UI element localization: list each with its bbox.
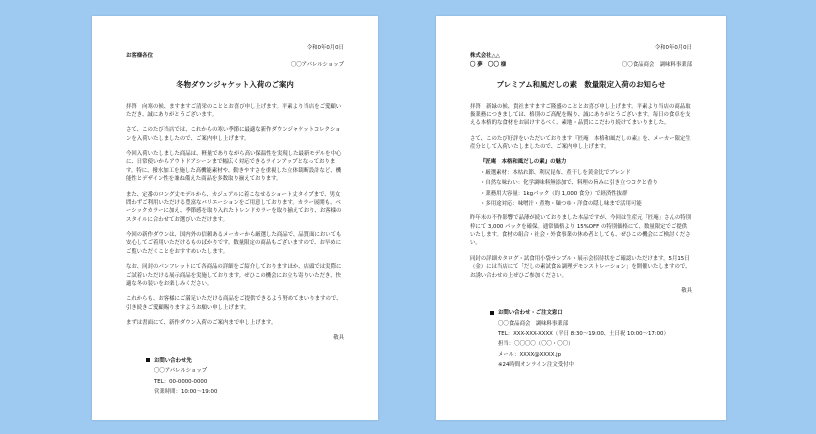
contact-dept: 〇〇食品商会 調味料事業部 [498,320,569,327]
feature-item: ・多用途対応：味噌汁・煮物・麺つゆ・洋食の隠し味まで活用可能 [480,200,642,207]
paragraph: なお、同封のパンフレットにて各商品の詳細をご紹介しておりますほか、店頭では実際にご試着いただける展示商品を実施しております。ぜひこの機会にお立ち寄りいただき、快適な冬の装いをお楽しみください。 [126,264,342,287]
recipient: お客様各位 [126,53,153,60]
feature-item: ・厳選素材：本枯れ節、利尻昆布、煮干しを黄金比でブレンド [480,169,631,176]
date: 令和0年0月0日 [654,45,692,51]
document-stage [4,4,812,430]
date: 令和0年0月0日 [306,45,344,51]
feature-item: ・自然な味わい：化学調味料無添加で、料理の旨みに引き立つコクと香り [480,180,658,187]
contact-person: 担当：〇〇〇〇（〇〇・〇〇） [498,341,574,348]
feature-item: ・業務用大容量：1kgパック（約 1,000 食分）で経済性抜群 [480,190,628,197]
paragraph: 拝啓 新緑の候、貴社ますますご隆盛のこととお喜び申し上げます。平素より当店の商品取扱業務につきましては、格別のご高配を賜り、誠にありがとうございます。毎日の食卓を支える本格的な食材をお届けするべく、素地・品質にこだわり続けてまいりました。 [470,103,691,127]
paragraph: これからも、お客様にご満足いただける商品をご提供できるよう努めてまいりますので、引き続きご愛顧賜りますようお願い申し上げます。 [126,296,342,311]
paragraph: さて、このたび好評をいただいております『匠庵 本格和風だしの素』を、メーカー限定生産分として入荷いたしましたので、ご案内申し上げます。 [470,135,691,151]
features-list [480,158,692,208]
sender: 〇〇食品商会 調味料事業部 [621,61,692,68]
paragraph: さて、このたび当店では、これからの寒い季節に最適な新作ダウンジャケットコレクションを入荷いたしましたので、ご案内申し上げます。 [126,127,341,142]
sender: 〇〇アパレルショップ [290,61,344,68]
square-bullet-icon [490,311,494,315]
letter-title: プレミアム和風だしの素 数量限定入荷のお知らせ [496,80,666,90]
contact-heading: お問い合わせ・ご注文窓口 [498,310,563,317]
paragraph: 同封の詳細カタログ・試食用小袋サンプル・展示会招待状をご確認いただけます。5月15日（金）には当店にて「だしの素試食＆調理デモンストレーション」を開催いたしますので、お誘い合わせの上ぜひご参加ください。 [470,255,691,279]
contact-block [490,309,692,369]
square-bullet-icon [146,358,150,362]
letter-page-apparel [92,16,378,420]
features-heading: 『匠庵 本格和風だしの素』の魅力 [480,159,567,166]
contact-tel: TEL：00-0000-0000 [154,378,208,385]
closing: 敬具 [681,287,692,294]
contact-shop: 〇〇アパレルショップ [154,368,208,375]
contact-mail: メール：XXXX@XXXX.jp [498,351,562,358]
recipient-company: 株式会社△△ [470,53,500,60]
paragraph: 今回入荷いたしました商品は、軽量でありながら高い保温性を実現した最新モデルを中心に、日常使いからアウトドアシーンまで幅広く対応できるラインアップとなっております。特に、撥水加工を施した高機能素材や、動きやすさを重視した立体裁断設計など、機能性とデザイン性を兼ね備えた商品を多数取り揃えております。 [126,151,342,183]
contact-tel: TEL：XXX-XXX-XXXX（平日 8:30～19:00、土日祝 10:00～17:00） [498,331,669,338]
paragraph: 今回の新作ダウンは、国内外の信頼あるメーカーから厳選した商品で、品質面においても安心してご着用いただけるものばかりです。数量限定の商品もございますので、お早めにご覧いただくことをおすすめいたします。 [126,232,342,255]
paragraph: 拝啓 向寒の候、ますますご清栄のこととお喜び申し上げます。平素より当店をご愛顧いただき、誠にありがとうございます。 [126,103,342,118]
letter-title: 冬物ダウンジャケット入荷のご案内 [176,80,294,90]
paragraph: まずは書面にて、新作ダウン入荷のご案内まで申し上げます。 [126,320,277,327]
contact-heading: お問い合わせ先 [154,357,192,364]
paragraph: 昨年末の不作影響で品薄が続いておりました本品ですが、今回は生産元「匠庵」さんの特別枠にて 3,000 パックを確保。通常価格より 15%OFF の特別価格にて、数量限定でご提供いたします。食材の組合・社会・外食事業の休め者としても、ぜひこの機会にご検討ください。 [470,215,692,247]
contact-hours: 営業時間：10:00～19:00 [154,388,218,395]
contact-block [146,357,344,397]
contact-note: ※24時間オンライン注文受付中 [498,362,574,369]
closing: 敬具 [333,335,344,342]
letter-page-food [436,16,726,420]
paragraph: また、定番のロング丈モデルから、カジュアルに着こなせるショート丈タイプまで、男女問わずご利用いただける豊富なバリエーションをご用意しております。カラー展開も、ベーシックカラーに加え、季節感を取り入れたトレンドカラーを取り揃えており、お客様のスタイルに合わせてお選びいただけます。 [126,191,342,223]
recipient-person: 〇 夢 〇〇 様 [470,61,507,68]
